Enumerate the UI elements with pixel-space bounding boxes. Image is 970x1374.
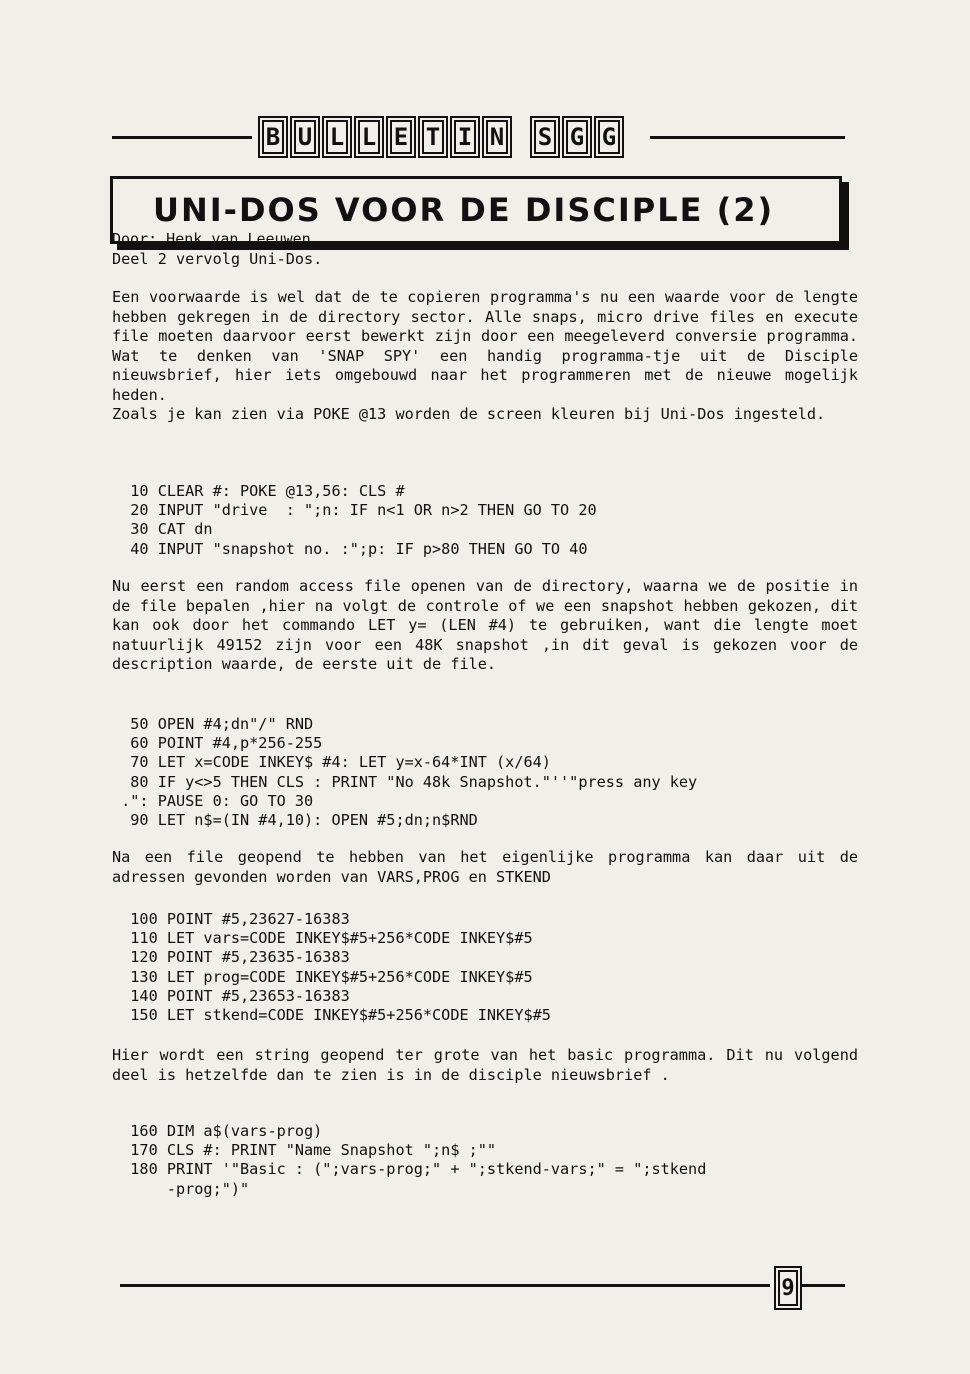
logo-letter: L <box>354 116 384 158</box>
paragraph-text: Na een file geopend te hebben van het eigenlijke programma kan daar uit de adressen gevonden worden van VARS,PROG en STKEND <box>112 848 858 886</box>
code-line: 40 INPUT "snapshot no. :";p: IF p>80 THEN GO TO 40 <box>112 539 588 558</box>
code-line: 30 CAT dn <box>112 520 213 539</box>
logo-letter: G <box>594 116 624 158</box>
logo-letter: I <box>450 116 480 158</box>
paragraph-text: Zoals je kan zien via POKE @13 worden de screen kleuren bij Uni-Dos ingesteld. <box>112 405 826 423</box>
code-line: .": PAUSE 0: GO TO 30 <box>112 791 314 810</box>
code-line: 120 POINT #5,23635-16383 <box>112 948 350 967</box>
logo-letter: B <box>258 116 288 158</box>
page-number: 9 <box>774 1266 802 1310</box>
logo-letter: T <box>418 116 448 158</box>
logo-letter: N <box>482 116 512 158</box>
paragraph-text: Nu eerst een random access file openen van de directory, waarna we de positie in de file bepalen ,hier na volgt de controle of we een snapshot hebben gekozen, dit kan ook door het commando LET y= (LEN #4) te gebruiken, want die lengte moet natuurlijk 49152 zijn voor een 48K snapshot ,in dit geval is gekozen voor de description waarde, de eerste uit de file. <box>112 577 858 673</box>
paragraph-4 <box>112 848 858 887</box>
code-line: -prog;")" <box>112 1179 250 1198</box>
code-line: 150 LET stkend=CODE INKEY$#5+256*CODE INKEY$#5 <box>112 1006 551 1025</box>
intro-line <box>112 250 858 270</box>
logo-letter: S <box>530 116 560 158</box>
code-line: 90 LET n$=(IN #4,10): OPEN #5;dn;n$RND <box>112 811 478 830</box>
code-listing-2 <box>112 715 862 830</box>
author-line: Door: Henk van Leeuwen. <box>112 230 320 248</box>
paragraph-3 <box>112 577 858 675</box>
paragraph-text: Hier wordt een string geopend ter grote van het basic programma. Dit nu volgend deel is hetzelfde dan te zien is in de disciple nieuwsbrief . <box>112 1046 858 1084</box>
article-title: UNI-DOS VOOR DE DISCIPLE (2) <box>153 191 775 229</box>
code-listing-1 <box>112 482 862 559</box>
footer-rule-right <box>800 1284 845 1287</box>
paragraph-5 <box>112 1046 858 1085</box>
code-line: 130 LET prog=CODE INKEY$#5+256*CODE INKEY$#5 <box>112 967 533 986</box>
code-line: 160 DIM a$(vars-prog) <box>112 1122 323 1140</box>
code-line: 60 POINT #4,p*256-255 <box>112 734 323 753</box>
paragraph-text: Een voorwaarde is wel dat de te copieren programma's nu een waarde voor de lengte hebben gekregen in de directory sector. Alle snaps, micro drive files en execute file moeten daarvoor eerst bewerkt zijn door een meegeleverd conversie programma. Wat te denken van 'SNAP SPY' een handig programma-tje uit de Disciple nieuwsbrief, hier iets omgebouwd naar het programmeren met de nieuwe mogelijk heden. <box>112 288 858 404</box>
header-rule-left <box>112 136 252 139</box>
code-line: 80 IF y<>5 THEN CLS : PRINT "No 48k Snapshot."''"press any key <box>112 772 698 791</box>
logo-letter: E <box>386 116 416 158</box>
code-line: 100 POINT #5,23627-16383 <box>112 910 350 928</box>
code-line: 10 CLEAR #: POKE @13,56: CLS # <box>112 482 405 500</box>
code-line: 50 OPEN #4;dn"/" RND <box>112 715 314 733</box>
logo-letter: L <box>322 116 352 158</box>
code-line: 110 LET vars=CODE INKEY$#5+256*CODE INKEY$#5 <box>112 929 533 948</box>
footer-rule <box>120 1284 770 1287</box>
code-line: 140 POINT #5,23653-16383 <box>112 986 350 1005</box>
intro-text: Deel 2 vervolg Uni-Dos. <box>112 250 323 268</box>
code-listing-3 <box>112 910 862 1025</box>
code-line: 70 LET x=CODE INKEY$ #4: LET y=x-64*INT (x/64) <box>112 753 551 772</box>
paragraph-1 <box>112 288 858 425</box>
header-rule-right <box>650 136 845 139</box>
code-listing-4 <box>112 1122 862 1199</box>
code-line: 170 CLS #: PRINT "Name Snapshot ";n$ ;"" <box>112 1141 497 1160</box>
logo-letter: U <box>290 116 320 158</box>
bulletin-sgg-logo <box>258 116 624 158</box>
code-line: 20 INPUT "drive : ";n: IF n<1 OR n>2 THEN GO TO 20 <box>112 501 597 520</box>
logo-letter: G <box>562 116 592 158</box>
code-line: 180 PRINT '"Basic : (";vars-prog;" + ";stkend-vars;" = ";stkend <box>112 1160 707 1179</box>
